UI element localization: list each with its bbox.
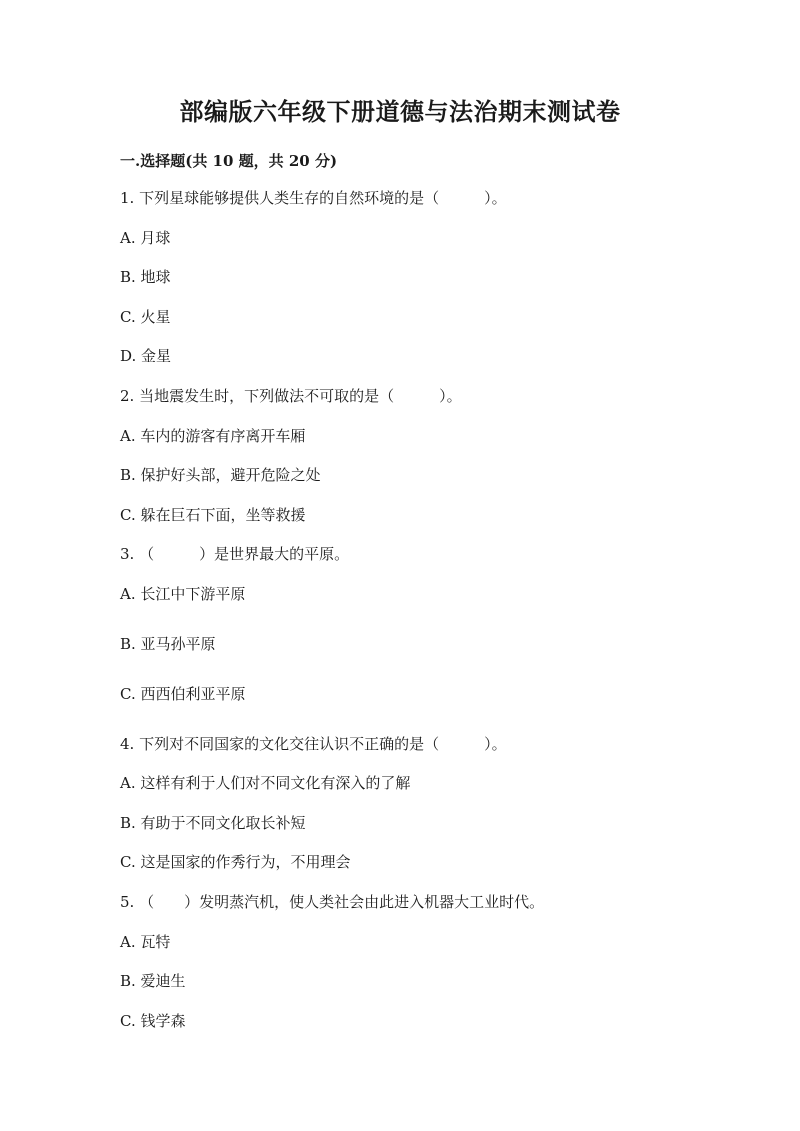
question-5-option-c: C. 钱学森 bbox=[120, 1012, 186, 1030]
question-3-option-b: B. 亚马孙平原 bbox=[120, 635, 216, 653]
question-4-stem: 4. 下列对不同国家的文化交往认识不正确的是（ ）。 bbox=[120, 735, 507, 753]
question-1-option-d: D. 金星 bbox=[120, 347, 172, 365]
question-1-option-b: B. 地球 bbox=[120, 268, 171, 286]
question-1-stem: 1. 下列星球能够提供人类生存的自然环境的是（ ）。 bbox=[120, 189, 507, 207]
question-1-option-a: A. 月球 bbox=[120, 229, 171, 247]
question-2-option-c: C. 躲在巨石下面，坐等救援 bbox=[120, 506, 306, 524]
question-2-option-b: B. 保护好头部，避开危险之处 bbox=[120, 466, 321, 484]
question-4-option-b: B. 有助于不同文化取长补短 bbox=[120, 814, 306, 832]
page-title: 部编版六年级下册道德与法治期末测试卷 bbox=[179, 97, 621, 126]
question-3-stem: 3. （ ）是世界最大的平原。 bbox=[120, 545, 350, 563]
question-2-stem: 2. 当地震发生时，下列做法不可取的是（ ）。 bbox=[120, 387, 462, 405]
question-1-option-c: C. 火星 bbox=[120, 308, 171, 326]
question-4-option-c: C. 这是国家的作秀行为，不用理会 bbox=[120, 853, 351, 871]
question-5-stem: 5. （ ）发明蒸汽机，使人类社会由此进入机器大工业时代。 bbox=[120, 893, 545, 911]
question-3-option-a: A. 长江中下游平原 bbox=[120, 585, 246, 603]
section-heading: 一.选择题(共 10 题，共 20 分) bbox=[120, 152, 338, 170]
question-2-option-a: A. 车内的游客有序离开车厢 bbox=[120, 427, 306, 445]
question-4-option-a: A. 这样有利于人们对不同文化有深入的了解 bbox=[120, 774, 411, 792]
question-5-option-b: B. 爱迪生 bbox=[120, 972, 186, 990]
question-5-option-a: A. 瓦特 bbox=[120, 933, 171, 951]
question-3-option-c: C. 西西伯利亚平原 bbox=[120, 685, 246, 703]
